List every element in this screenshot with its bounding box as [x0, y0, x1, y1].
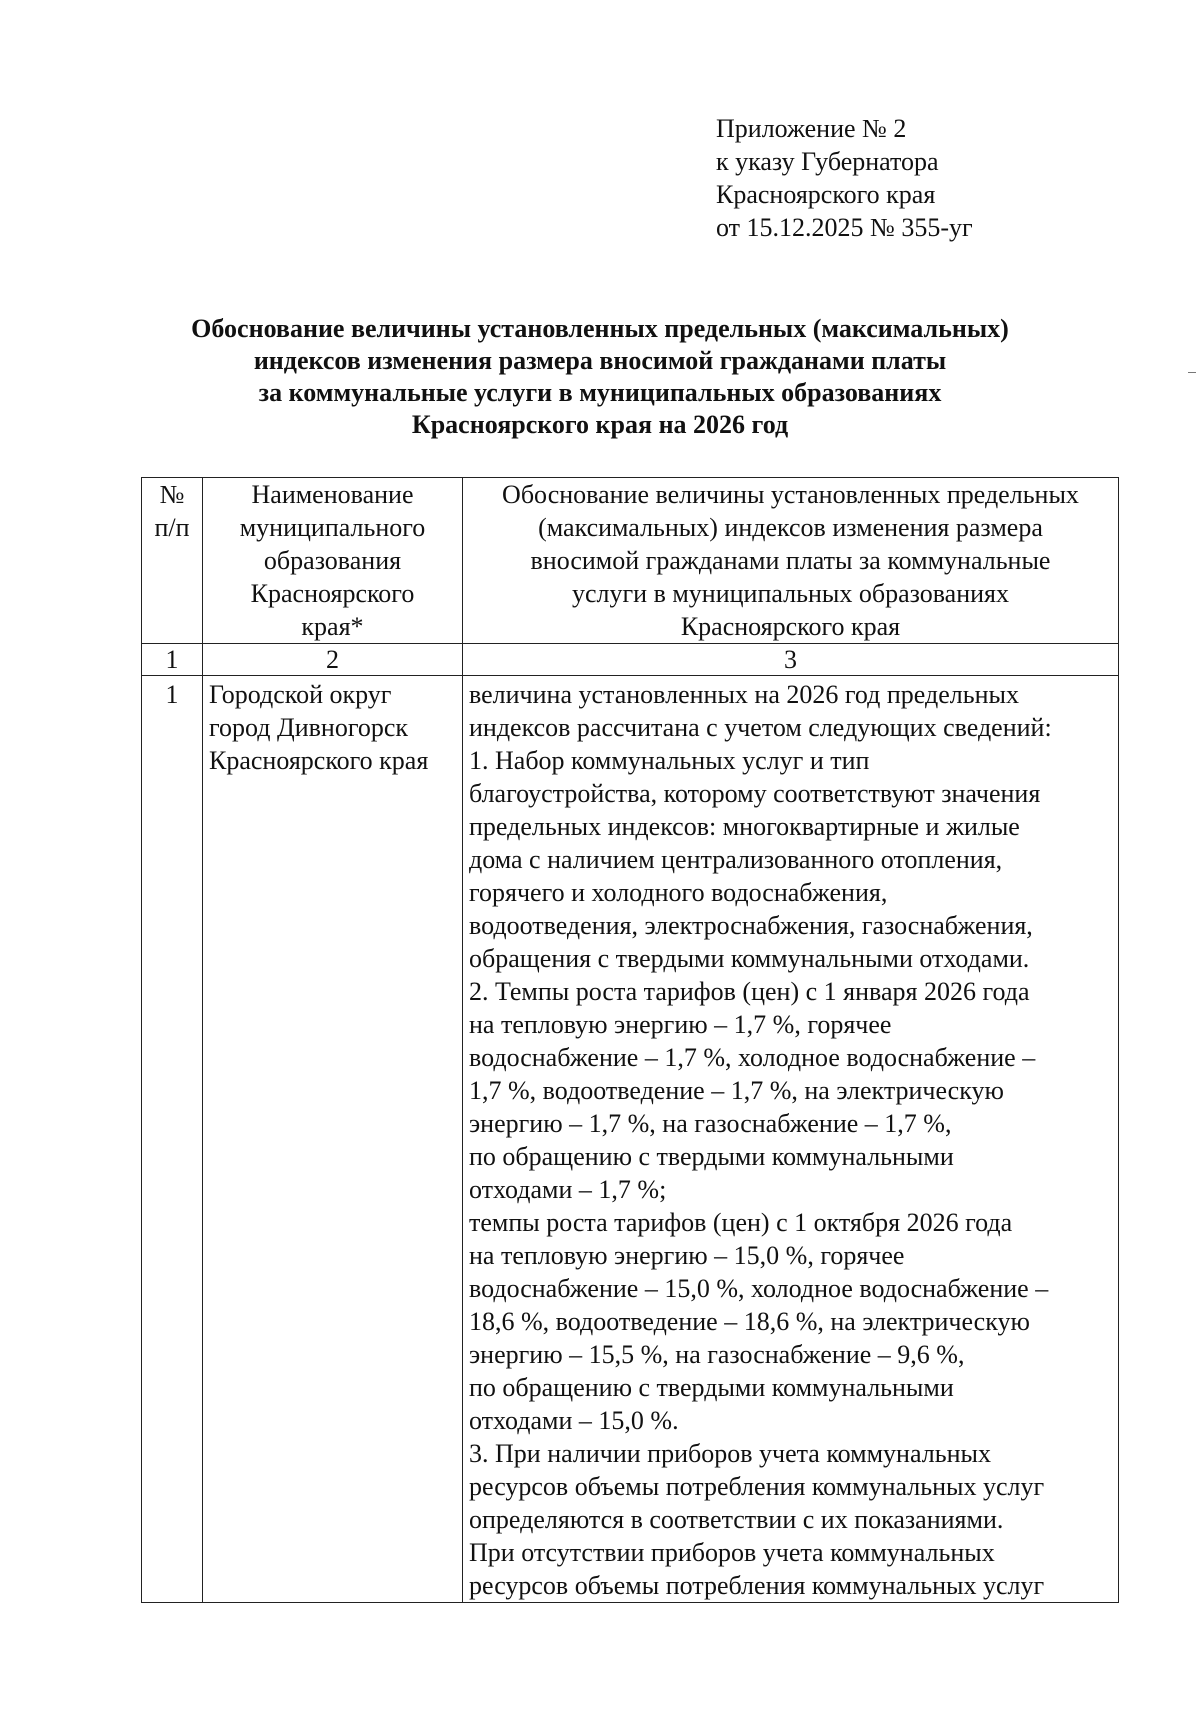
header-line: муниципального: [239, 513, 426, 542]
justification-line: энергию – 1,7 %, на газоснабжение – 1,7 %,: [469, 1109, 952, 1138]
justification-line: по обращению с твердыми коммунальными: [469, 1142, 954, 1171]
justification-line: 1,7 %, водоотведение – 1,7 %, на электрическую: [469, 1076, 1004, 1105]
justification-line: ресурсов объемы потребления коммунальных услуг: [469, 1571, 1045, 1600]
justification-line: 2. Темпы роста тарифов (цен) с 1 января 2026 года: [469, 977, 1030, 1006]
header-line: Наименование: [251, 480, 414, 509]
row-justification-cell: [463, 676, 1119, 1603]
header-line: услуги в муниципальных образованиях: [571, 579, 1010, 608]
header-line: образования: [263, 546, 402, 575]
justification-line: на тепловую энергию – 1,7 %, горячее: [469, 1010, 892, 1039]
justification-line: на тепловую энергию – 15,0 %, горячее: [469, 1241, 905, 1270]
row-municipality-cell: [203, 676, 463, 1603]
justification-line: величина установленных на 2026 год предельных: [469, 680, 1019, 709]
justification-line: отходами – 1,7 %;: [469, 1175, 667, 1204]
attachment-line: Красноярского края: [716, 180, 936, 209]
justification-line: 18,6 %, водоотведение – 18,6 %, на электрическую: [469, 1307, 1030, 1336]
attachment-line: Приложение № 2: [716, 114, 907, 143]
title-line: Обоснование величины установленных предельных (максимальных): [191, 314, 1009, 343]
header-municipality-cell: [203, 478, 463, 644]
justification-line: При отсутствии приборов учета коммунальных: [469, 1538, 995, 1567]
municipality-line: Городской округ: [209, 680, 392, 709]
header-line: Обоснование величины установленных предельных: [502, 480, 1079, 509]
header-line: вносимой гражданами платы за коммунальные: [530, 546, 1051, 575]
justification-line: благоустройства, которому соответствуют значения: [469, 779, 1041, 808]
justification-line: обращения с твердыми коммунальными отходами.: [469, 944, 1030, 973]
header-line: Красноярского: [250, 579, 415, 608]
justification-line: водоотведения, электроснабжения, газоснабжения,: [469, 911, 1033, 940]
justification-line: водоснабжение – 1,7 %, холодное водоснабжение –: [469, 1043, 1036, 1072]
attachment-header: [716, 112, 973, 244]
column-number-cell: 3: [463, 644, 1119, 676]
justification-line: водоснабжение – 15,0 %, холодное водоснабжение –: [469, 1274, 1049, 1303]
header-line: №: [159, 480, 185, 509]
justification-line: 1. Набор коммунальных услуг и тип: [469, 746, 870, 775]
justification-line: дома с наличием централизованного отопления,: [469, 845, 1003, 874]
justification-line: 3. При наличии приборов учета коммунальных: [469, 1439, 991, 1468]
title-line: индексов изменения размера вносимой гражданами платы: [253, 346, 947, 375]
justification-table: [141, 477, 1119, 1603]
justification-line: по обращению с твердыми коммунальными: [469, 1373, 954, 1402]
attachment-line: от 15.12.2025 № 355-уг: [716, 213, 973, 242]
justification-line: ресурсов объемы потребления коммунальных услуг: [469, 1472, 1045, 1501]
municipality-line: Красноярского края: [209, 746, 429, 775]
justification-line: энергию – 15,5 %, на газоснабжение – 9,6 %,: [469, 1340, 965, 1369]
title-line: Красноярского края на 2026 год: [411, 410, 789, 439]
margin-mark: [1188, 372, 1196, 373]
document-title: [140, 313, 1060, 441]
header-line: (максимальных) индексов изменения размера: [538, 513, 1043, 542]
header-number-cell: [142, 478, 203, 644]
header-line: Красноярского края: [680, 612, 901, 641]
justification-line: отходами – 15,0 %.: [469, 1406, 679, 1435]
attachment-line: к указу Губернатора: [716, 147, 939, 176]
column-number-cell: 1: [142, 644, 203, 676]
title-line: за коммунальные услуги в муниципальных образованиях: [258, 378, 942, 407]
justification-line: горячего и холодного водоснабжения,: [469, 878, 888, 907]
header-line: края*: [301, 612, 364, 641]
justification-line: определяются в соответствии с их показаниями.: [469, 1505, 1004, 1534]
justification-line: предельных индексов: многоквартирные и жилые: [469, 812, 1020, 841]
municipality-line: город Дивногорск: [209, 713, 409, 742]
row-number-cell: 1: [142, 676, 203, 1603]
table-row: [142, 676, 1119, 1603]
justification-line: темпы роста тарифов (цен) с 1 октября 2026 года: [469, 1208, 1013, 1237]
justification-line: индексов рассчитана с учетом следующих сведений:: [469, 713, 1052, 742]
header-justification-cell: [463, 478, 1119, 644]
column-number-cell: 2: [203, 644, 463, 676]
header-line: п/п: [154, 513, 190, 542]
column-number-row: [142, 644, 1119, 676]
table-header-row: [142, 478, 1119, 644]
